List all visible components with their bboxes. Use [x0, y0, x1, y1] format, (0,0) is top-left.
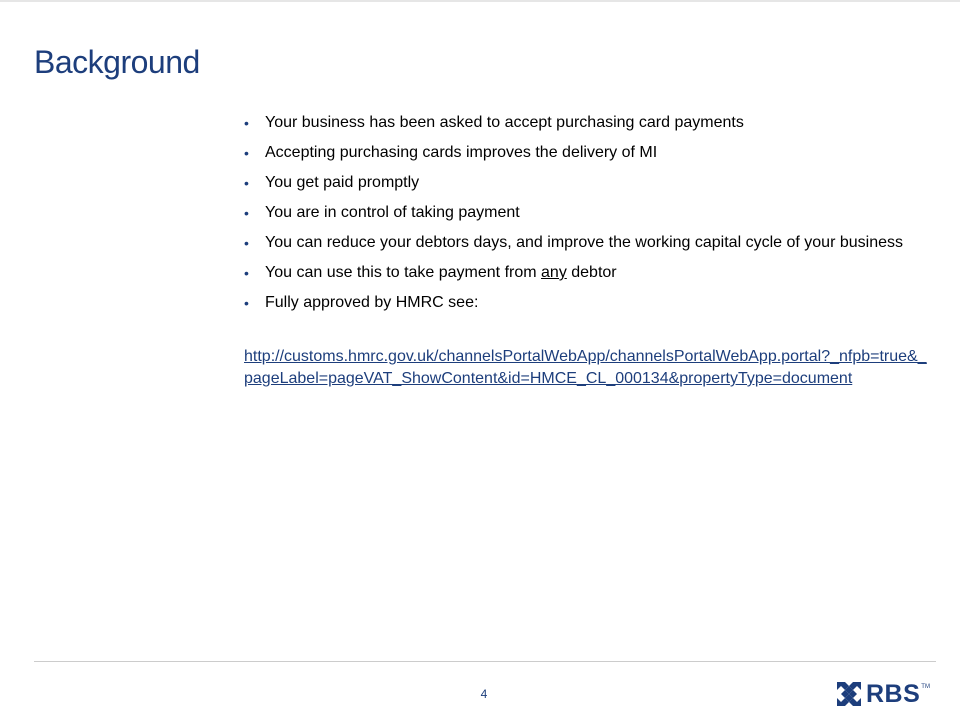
bullet-item: [244, 143, 904, 163]
bullet-item: [244, 173, 904, 193]
bullet-item: [244, 263, 904, 283]
footer-divider: [34, 661, 936, 662]
rbs-logo: [835, 678, 930, 710]
page-number: 4: [480, 687, 488, 701]
bullet-item: [244, 293, 904, 313]
bullet-text: You get paid promptly: [265, 174, 420, 191]
bullet-item: [244, 113, 904, 133]
bullet-item: [244, 203, 904, 223]
bullet-text: Your business has been asked to accept purchasing card payments: [265, 114, 744, 131]
slide-title: Background: [34, 44, 200, 80]
bullet-icon: •: [244, 145, 249, 161]
hmrc-link[interactable]: http://customs.hmrc.gov.uk/channelsPortalWebApp/channelsPortalWebApp.portal?_nfpb=true&_pageLabel=pageVAT_ShowContent&id=HMCE_CL_000134&propertyType=document: [244, 348, 927, 387]
bullet-icon: •: [244, 175, 249, 191]
bullet-list: [244, 113, 904, 323]
bullet-icon: •: [244, 235, 249, 251]
bullet-icon: •: [244, 295, 249, 311]
bullet-text-post: debtor: [566, 264, 617, 281]
bullet-text: You are in control of taking payment: [265, 204, 520, 221]
top-rule: [0, 0, 960, 2]
bullet-text: Accepting purchasing cards improves the delivery of MI: [265, 144, 658, 161]
logo-trademark: TM: [921, 684, 930, 690]
bullet-text: Fully approved by HMRC see:: [265, 294, 479, 311]
rbs-daisy-icon: [835, 680, 863, 708]
bullet-icon: •: [244, 265, 249, 281]
bullet-text: You can reduce your debtors days, and improve the working capital cycle of your business: [265, 234, 903, 251]
bullet-emphasis: any: [541, 264, 567, 281]
bullet-item: [244, 233, 904, 253]
logo-text: RBS: [866, 679, 921, 708]
bullet-icon: •: [244, 205, 249, 221]
bullet-icon: •: [244, 115, 249, 131]
bullet-text-pre: You can use this to take payment from: [265, 264, 542, 281]
